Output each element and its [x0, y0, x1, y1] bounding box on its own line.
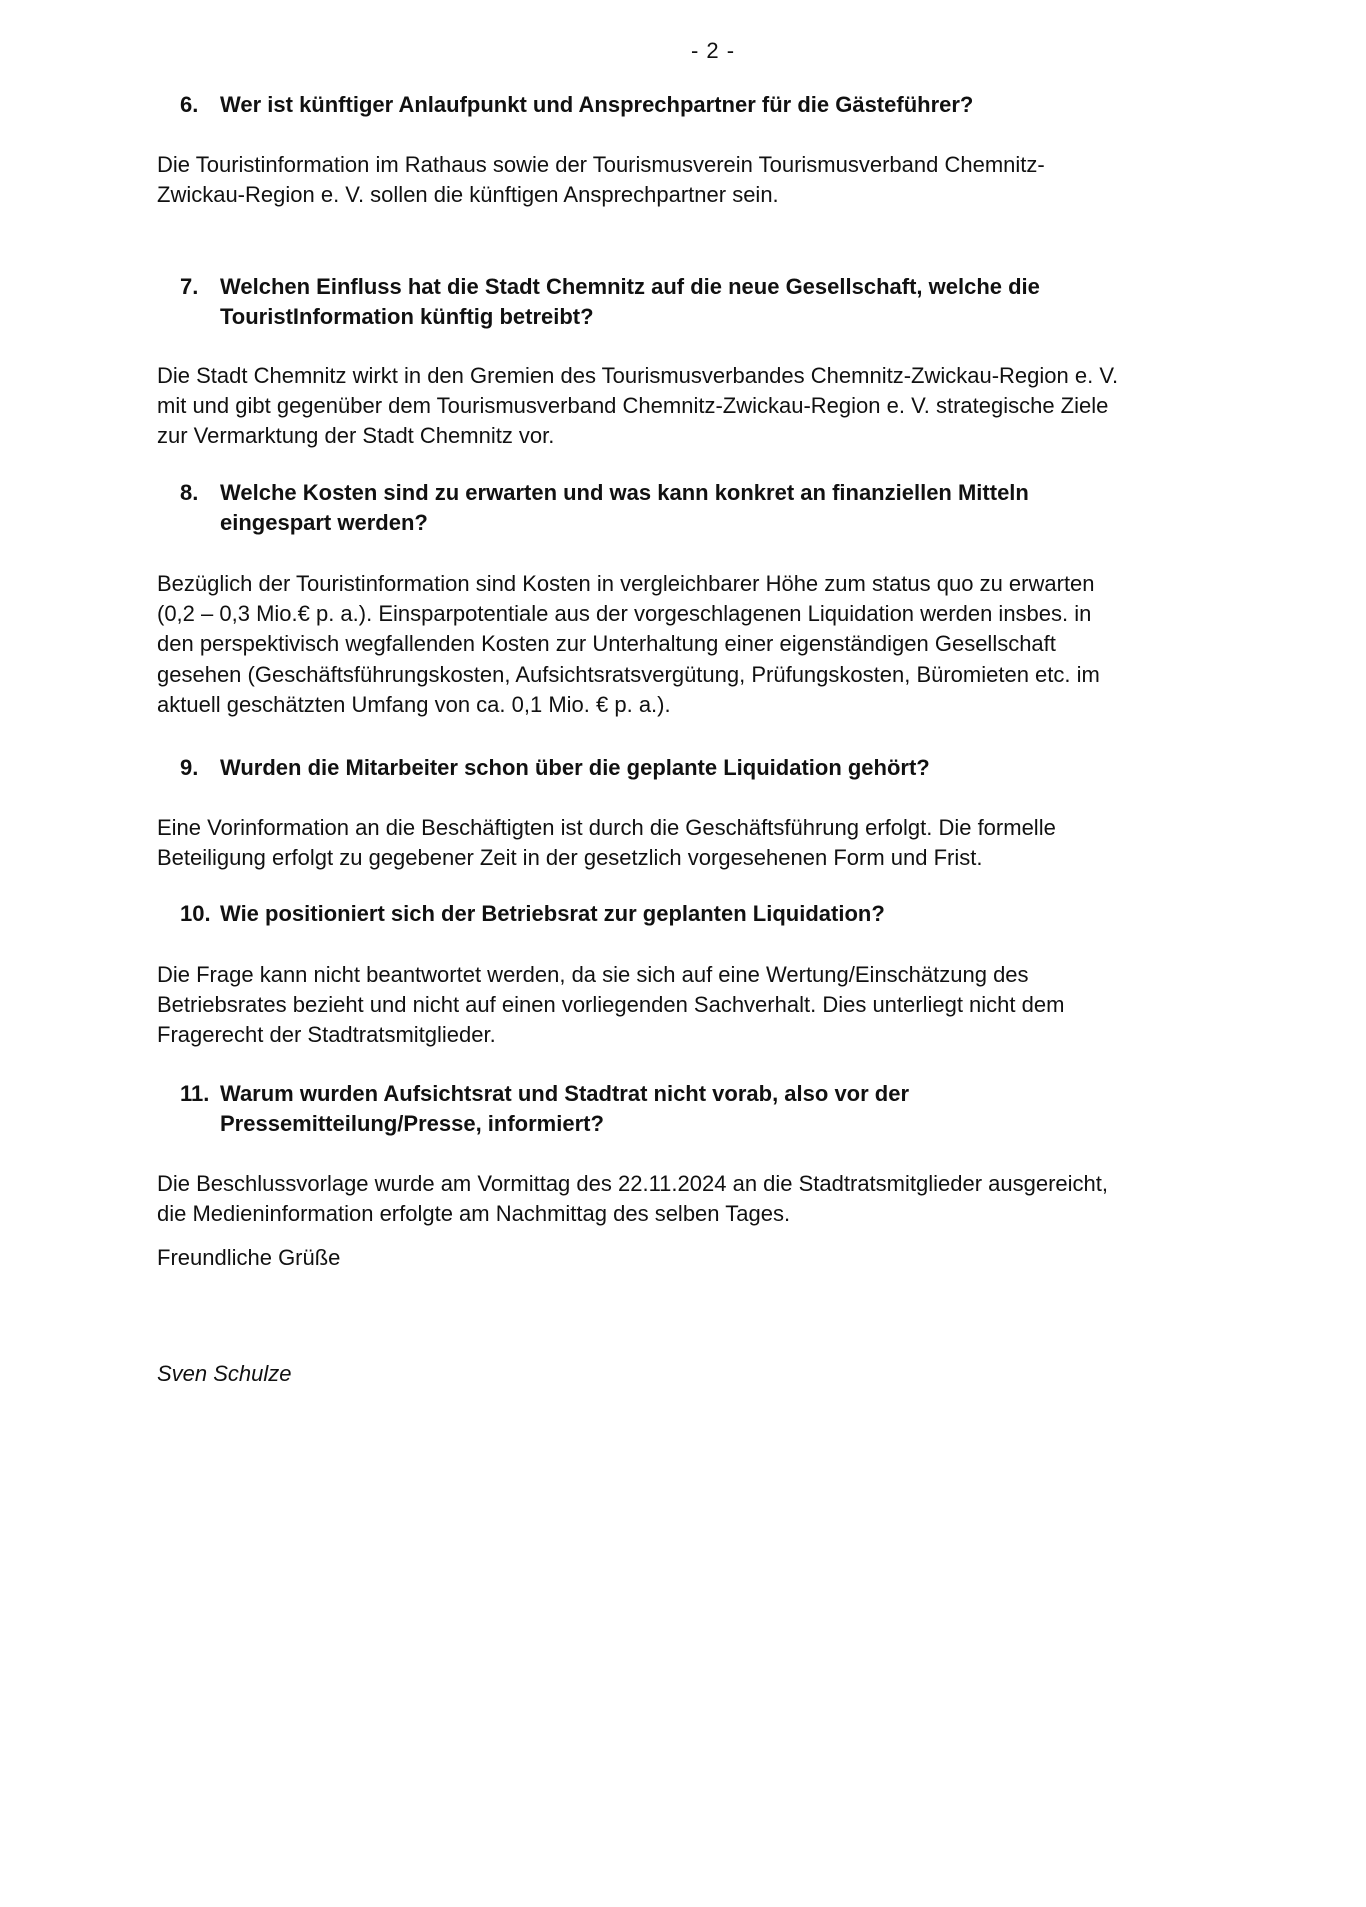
answer-line: Bezüglich der Touristinformation sind Kosten in vergleichbarer Höhe zum status quo zu erwarten	[157, 571, 1095, 596]
answer-line: Die Frage kann nicht beantwortet werden, da sie sich auf eine Wertung/Einschätzung des	[157, 962, 1029, 987]
answer-line: (0,2 – 0,3 Mio.€ p. a.). Einsparpotentiale aus der vorgeschlagenen Liquidation werden insbes. in	[157, 601, 1092, 627]
answer-line: Die Touristinformation im Rathaus sowie der Tourismusverein Tourismusverband Chemnitz-	[157, 152, 1045, 177]
question-text	[220, 753, 930, 783]
answer-line: Beteiligung erfolgt zu gegebener Zeit in der gesetzlich vorgesehenen Form und Frist.	[157, 845, 983, 871]
question-number: 6.	[180, 92, 199, 117]
answer-line: Zwickau-Region e. V. sollen die künftigen Ansprechpartner sein.	[157, 182, 779, 208]
question-number: 11.	[180, 1081, 210, 1106]
page-number: - 2 -	[690, 38, 736, 63]
question-text	[220, 478, 1029, 538]
question-line: Wie positioniert sich der Betriebsrat zur geplanten Liquidation?	[220, 901, 885, 926]
answer-line: Die Stadt Chemnitz wirkt in den Gremien des Tourismusverbandes Chemnitz-Zwickau-Region e. V.	[157, 363, 1119, 388]
question-line: Welche Kosten sind zu erwarten und was kann konkret an finanziellen Mitteln	[220, 480, 1029, 505]
question-number: 10.	[180, 901, 211, 926]
question-text	[220, 90, 973, 120]
question-line: TouristInformation künftig betreibt?	[220, 304, 594, 329]
answer-line: aktuell geschätzten Umfang von ca. 0,1 Mio. € p. a.).	[157, 691, 671, 717]
question-line: Wurden die Mitarbeiter schon über die geplante Liquidation gehört?	[220, 755, 930, 780]
question-line: Wer ist künftiger Anlaufpunkt und Ansprechpartner für die Gästeführer?	[220, 92, 974, 117]
question-number: 9.	[180, 755, 199, 780]
answer-7	[157, 361, 1118, 452]
answer-8	[157, 569, 1100, 720]
question-line: Pressemitteilung/Presse, informiert?	[220, 1111, 604, 1136]
question-line: eingespart werden?	[220, 510, 428, 535]
answer-line: Fragerecht der Stadtratsmitglieder.	[157, 1022, 496, 1048]
question-number: 8.	[180, 480, 199, 505]
answer-line: den perspektivisch wegfallenden Kosten zur Unterhaltung einer eigenständigen Gesellschaft	[157, 631, 1056, 657]
answer-line: Die Beschlussvorlage wurde am Vormittag des 22.11.2024 an die Stadtratsmitglieder ausgereicht,	[157, 1171, 1109, 1196]
question-text	[220, 1079, 909, 1139]
answer-6	[157, 150, 1045, 210]
answer-line: gesehen (Geschäftsführungskosten, Aufsichtsratsvergütung, Prüfungskosten, Büromieten etc. im	[157, 661, 1100, 687]
answer-line: die Medieninformation erfolgte am Nachmittag des selben Tages.	[157, 1201, 791, 1227]
closing-salutation: Freundliche Grüße	[157, 1245, 341, 1270]
question-line: Welchen Einfluss hat die Stadt Chemnitz auf die neue Gesellschaft, welche die	[220, 274, 1040, 299]
question-number: 7.	[180, 274, 199, 299]
question-text	[220, 899, 885, 929]
answer-line: Eine Vorinformation an die Beschäftigten ist durch die Geschäftsführung erfolgt. Die formelle	[157, 815, 1056, 840]
answer-9	[157, 813, 1056, 873]
answer-line: Betriebsrates bezieht und nicht auf einen vorliegenden Sachverhalt. Dies unterliegt nicht dem	[157, 992, 1065, 1018]
signature-name: Sven Schulze	[157, 1361, 292, 1386]
answer-10	[157, 960, 1064, 1051]
answer-11	[157, 1169, 1108, 1229]
answer-line: mit und gibt gegenüber dem Tourismusverband Chemnitz-Zwickau-Region e. V. strategische Ziele	[157, 393, 1109, 419]
question-text	[220, 272, 1040, 332]
question-line: Warum wurden Aufsichtsrat und Stadtrat nicht vorab, also vor der	[220, 1081, 910, 1106]
answer-line: zur Vermarktung der Stadt Chemnitz vor.	[157, 423, 555, 449]
